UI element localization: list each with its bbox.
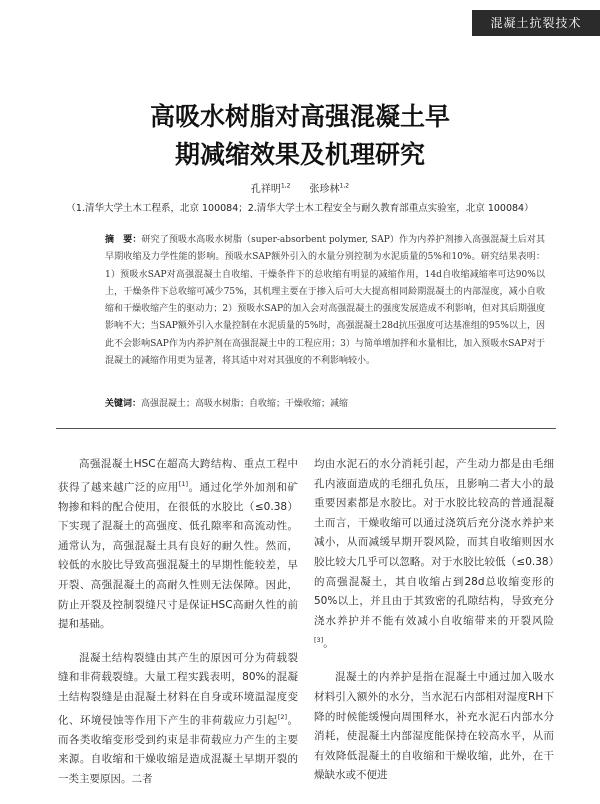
author-1-affil-mark: 1,2 — [280, 182, 291, 190]
body-paragraph — [314, 455, 554, 654]
paper-title — [0, 98, 600, 174]
paragraph-text: 高强混凝土HSC在超高大跨结构、重点工程中获得了越来越广泛的应用 — [58, 458, 298, 494]
section-label: 混凝土抗裂技术 — [490, 16, 582, 30]
citation-ref: [3] — [314, 636, 324, 645]
keywords-text: 高强混凝土；高吸水树脂；自收缩；干燥收缩；减缩 — [141, 399, 349, 409]
body-column-left — [58, 455, 298, 804]
author-1: 孔祥明 — [250, 184, 281, 195]
body-column-right — [314, 455, 554, 800]
citation-ref: [2] — [277, 712, 288, 721]
section-header-band — [472, 10, 600, 36]
abstract-text: 研究了预吸水高吸水树脂（super-absorbent polymer, SAP）作为内养护剂掺入高强混凝土后对其早期收缩及力学性能的影响。预吸水SAP额外引入的水量分别控制为水泥质量的5%和10%。研究结果表明：1）预吸水SAP对高强混凝土自收缩、干燥条件下的总收缩有明显的减缩作用，14d自收缩减缩率可达90%以上，干燥条件下总收缩可减少75%，其机理主要在于掺入后可大大提高相同龄期混凝土的内部湿度，减小自收缩和干燥收缩产生的驱动力；2）预吸水SAP的加入会对高强混凝土的强度发展造成不利影响，但对其后期强度影响不大；当SAP额外引入水量控制在水泥质量的5%时，高强混凝土28d抗压强度可达基准组的95%以上，因此不会影响SAP作为内养护剂在高强混凝土中的工程应用；3）与简单增加拌和水量相比，加入预吸水SAP对于混凝土的减缩作用更为显著，将其适中对对其强度的不利影响较小。 — [105, 235, 545, 367]
paragraph-text: 混凝土结构裂缝由其产生的原因可分为荷载裂缝和非荷载裂缝。大量工程实践表明，80%的混凝土结构裂缝是由混凝土材料在自身或环境温湿度变化、环境侵蚀等作用下产生的非荷载应力引起 — [58, 651, 298, 727]
paragraph-text: 混凝土的内养护是指在混凝土中通过加入吸水材料引入额外的水分，当水泥石内部相对湿度RH下降的时候能缓慢向周围释水，补充水泥石内部水分消耗，使混凝土内部湿度能保持在较高水平，从而有效降低混凝土的自收缩和干燥收缩，此外，在干燥缺水或不便进 — [314, 671, 554, 782]
body-paragraph — [58, 649, 298, 790]
paragraph-text: 均由水泥石的水分消耗引起，产生动力都是由毛细孔内液面造成的毛细孔负压，且影响二者大小的最重要因素都是水胶比。对于水胶比较高的普通混凝土而言，干燥收缩可以通过浇筑后充分浇水养护来减小，从而减缓早期开裂风险，而其自收缩则因水胶比较大几乎可以忽略。对于水胶比较低（≤0.38）的高强混凝土，其自收缩占到28d总收缩变形的50%以上，并且由于其致密的孔隙结构，导致充分浇水养护并不能有效减小自收缩带来的开裂风险 — [314, 458, 554, 627]
paragraph-text: 。通过化学外加剂和矿物掺和料的配合使用，在很低的水胶比（≤0.38）下实现了混凝土的高强度、低孔隙率和高流动性。通常认为，高强混凝土具有良好的耐久性。然而，较低的水胶比导致高强混凝土的早期性能较差，早开裂、高强混凝土的高耐久性则无法保障。因此，防止开裂及控制裂缝尺寸是保证HSC高耐久性的前提和基础。 — [58, 481, 299, 631]
abstract-label: 摘 要： — [105, 235, 142, 245]
paragraph-text: 。 — [323, 637, 334, 650]
abstract — [105, 232, 545, 370]
author-2-affil-mark: 1,2 — [339, 182, 350, 190]
affiliation: （1.清华大学土木工程系，北京 100084；2.清华大学土木工程安全与耐久教育部重点实验室，北京 100084） — [66, 203, 534, 214]
authors — [0, 180, 600, 195]
body-paragraph — [58, 455, 298, 635]
title-line-2: 期减缩效果及机理研究 — [174, 140, 425, 169]
citation-ref: [1] — [178, 479, 189, 488]
title-line-1: 高吸水树脂对高强混凝土早 — [149, 102, 450, 131]
keywords — [105, 396, 545, 409]
keywords-label: 关键词： — [105, 399, 142, 409]
paragraph-text: 。而各类收缩变形受到约束是非荷载应力产生的主要来源。自收缩和干燥收缩是造成混凝土早期开裂的一类主要原因。二者 — [58, 714, 299, 785]
author-2: 张珍林 — [309, 184, 340, 195]
section-divider — [56, 428, 556, 429]
body-paragraph — [314, 668, 554, 786]
